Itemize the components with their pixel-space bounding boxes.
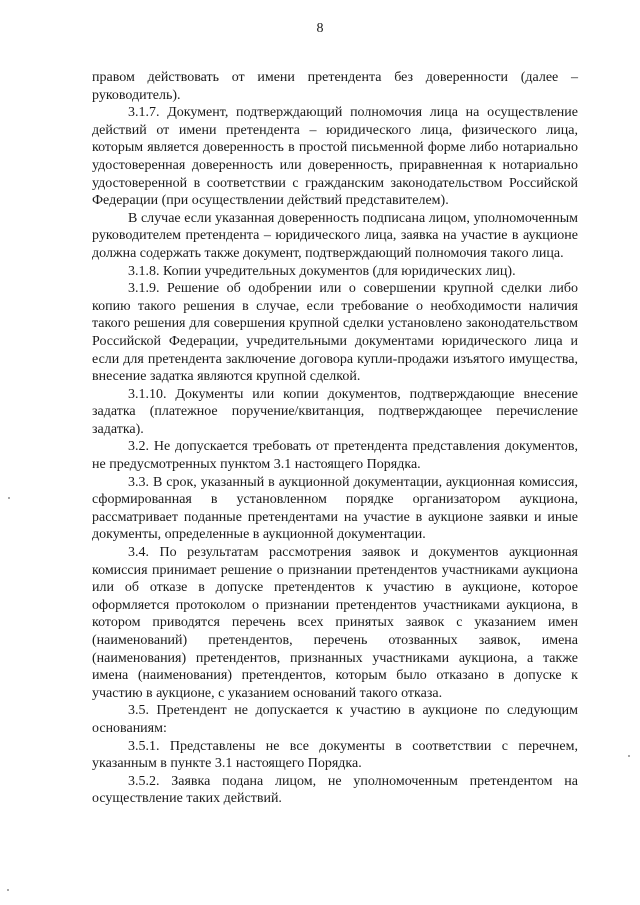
paragraph-3-4: 3.4. По результатам рассмотрения заявок и документов аукционная комиссия принимает решение о признании претендентов участниками аукциона или об отказе в допуске претендентов к участию в аукционе, которое оформляется протоколом о признании претендентов участниками аукциона, в котором приводятся перечень всех принятых заявок с указанием имен (наименований) претендентов, перечень отозванных заявок, имена (наименования) претендентов, признанных участниками аукциона, а также имена (наименования) претендентов, которым было отказано в допуске к участию в аукционе, с указанием оснований такого отказа.	[92, 545, 578, 701]
paragraph-power-of-attorney: В случае если указанная доверенность подписана лицом, уполномоченным руководителем претендента – юридического лица, заявка на участие в аукционе должна содержать также документ, подтверждающий полномочия такого лица.	[92, 210, 578, 261]
paragraph-3-3: 3.3. В срок, указанный в аукционной документации, аукционная комиссия, сформированная в установленном порядке организатором аукциона, рассматривает поданные претендентами на участие в аукционе заявки и иные документы, определенные в аукционной документации.	[92, 474, 578, 543]
scan-artifact	[7, 889, 9, 891]
scan-artifact	[8, 497, 10, 499]
paragraph-3-2: 3.2. Не допускается требовать от претендента представления документов, не предусмотренных пунктом 3.1 настоящего Порядка.	[92, 439, 578, 473]
paragraph-3-5-2: 3.5.2. Заявка подана лицом, не уполномоченным претендентом на осуществление таких действий.	[92, 773, 578, 807]
body-text	[92, 69, 578, 808]
paragraph-3-5: 3.5. Претендент не допускается к участию в аукционе по следующим основаниям:	[92, 703, 578, 736]
scan-artifact	[628, 755, 630, 757]
paragraph-3-1-9: 3.1.9. Решение об одобрении или о совершении крупной сделки либо копию такого решения в случае, если требование о необходимости наличия такого решения для совершения крупной сделки установлено законодательством Российской Федерации, учредительными документами юридического лица и если для претендента заключение договора купли-продажи изъятого имущества, внесение задатка являются крупной сделкой.	[92, 281, 578, 385]
paragraph-3-1-10: 3.1.10. Документы или копии документов, подтверждающие внесение задатка (платежное поручение/квитанция, подтверждающее перечисление задатка).	[92, 386, 578, 437]
paragraph-3-1-7: 3.1.7. Документ, подтверждающий полномочия лица на осуществление действий от имени претендента – юридического лица, физического лица, которым является доверенность в простой письменной форме либо нотариально удостоверенная доверенность или доверенность, приравненная к нотариально удостоверенной в соответствии с гражданским законодательством Российской Федерации (при осуществлении действий представителем).	[92, 105, 578, 209]
paragraph-continuation: правом действовать от имени претендента без доверенности (далее – руководитель).	[92, 70, 578, 103]
page-number: 8	[316, 21, 324, 36]
paragraph-3-1-8: 3.1.8. Копии учредительных документов (для юридических лиц).	[128, 263, 516, 279]
paragraph-3-5-1: 3.5.1. Представлены не все документы в соответствии с перечнем, указанным в пункте 3.1 настоящего Порядка.	[92, 738, 578, 772]
